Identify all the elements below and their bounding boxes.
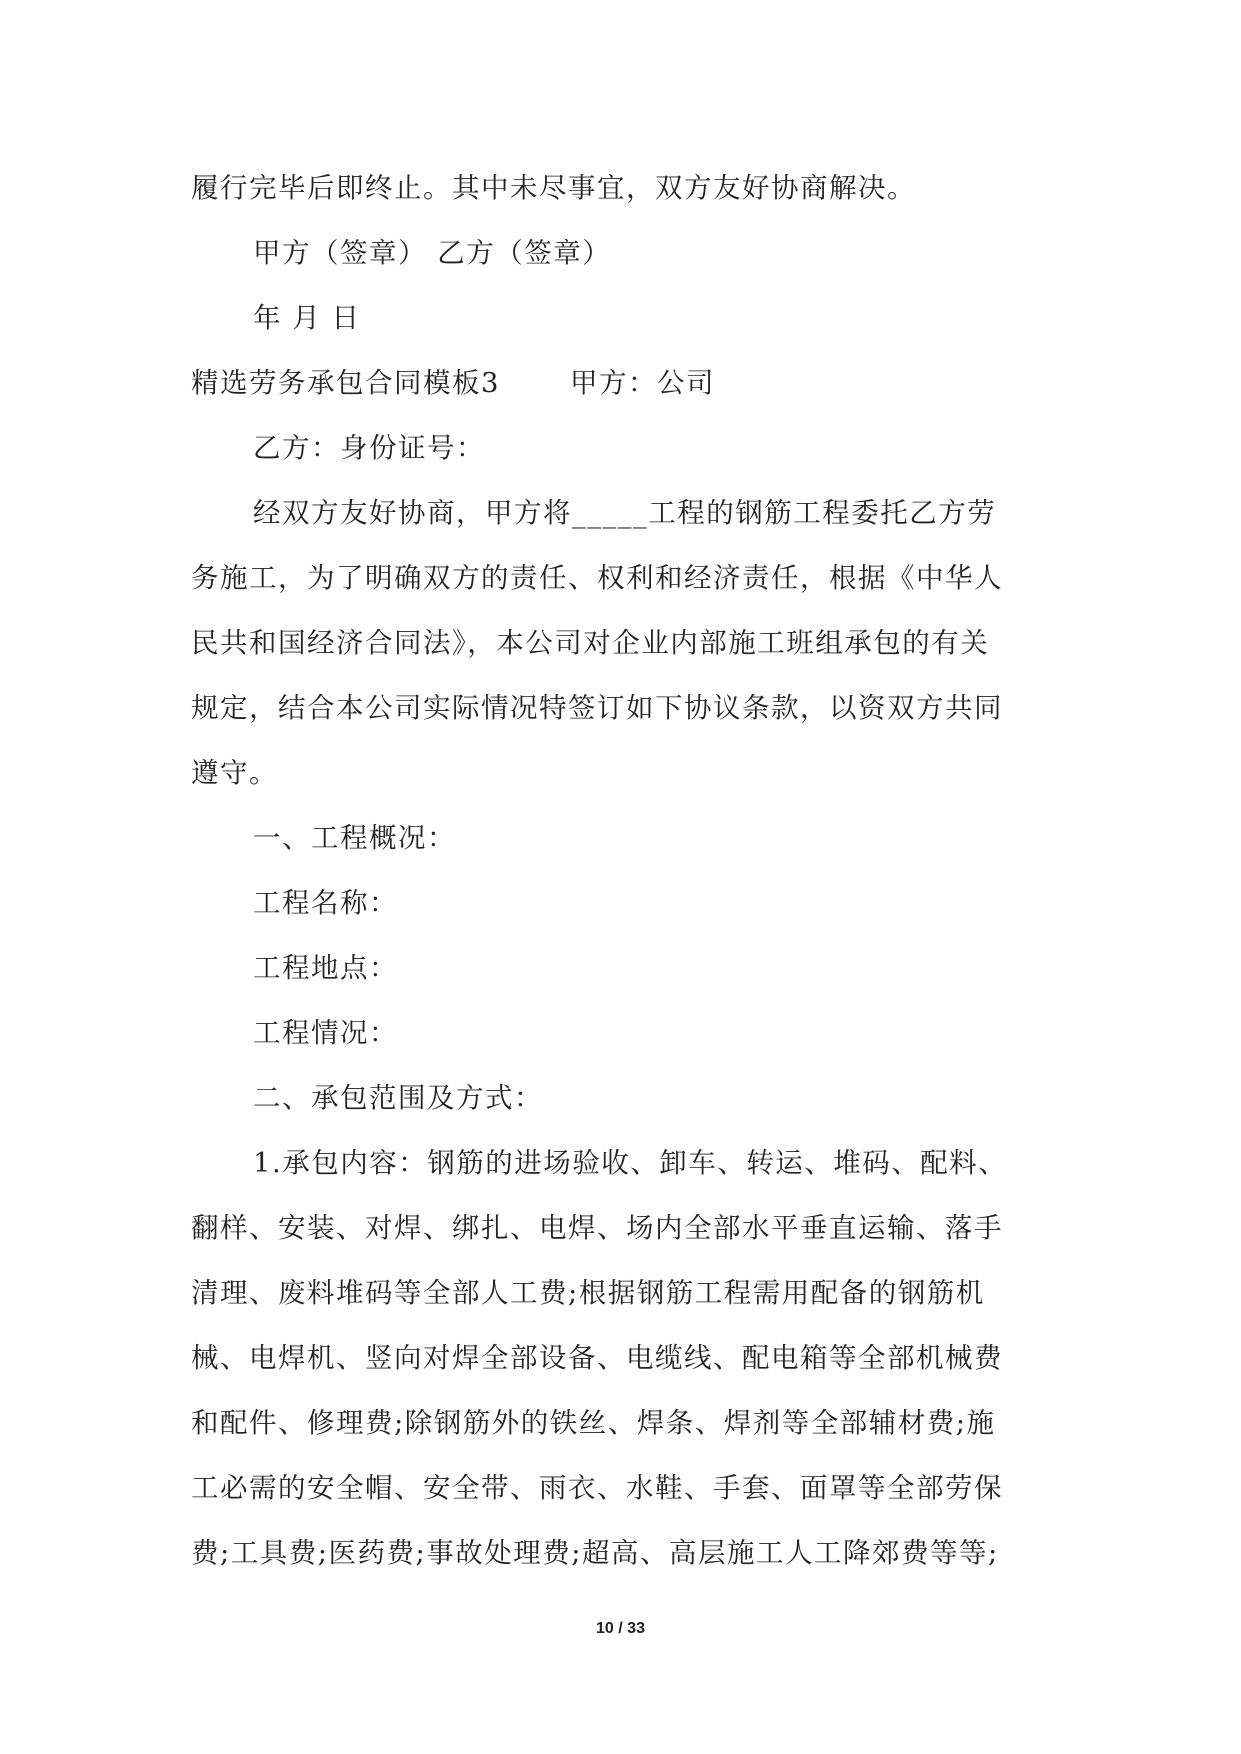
- field-line: 工程名称：: [253, 887, 398, 919]
- field-line: 工程情况：: [253, 1017, 398, 1049]
- page-number: 10 / 33: [596, 1620, 645, 1637]
- paragraph-line: 经双方友好协商，甲方将_____工程的钢筋工程委托乙方劳: [253, 497, 997, 529]
- paragraph-line: 和配件、修理费;除钢筋外的铁丝、焊条、焊剂等全部辅材费;施: [191, 1407, 996, 1439]
- paragraph-line: 清理、废料堆码等全部人工费;根据钢筋工程需用配备的钢筋机: [191, 1277, 985, 1309]
- party-a-label: 甲方：公司: [570, 367, 715, 399]
- paragraph-line: 1.承包内容：钢筋的进场验收、卸车、转运、堆码、配料、: [253, 1147, 1008, 1179]
- date-line: 年 月 日: [253, 302, 361, 334]
- document-body: [191, 156, 1061, 1586]
- paragraph-line: 工必需的安全帽、安全带、雨衣、水鞋、手套、面罩等全部劳保: [191, 1472, 1003, 1504]
- party-b-line: 乙方：身份证号：: [253, 432, 485, 464]
- paragraph-line: 务施工，为了明确双方的责任、权利和经济责任，根据《中华人: [191, 562, 1003, 594]
- section-heading: 二、承包范围及方式：: [253, 1082, 543, 1114]
- title-spacer: [500, 351, 570, 416]
- paragraph-line: 民共和国经济合同法》，本公司对企业内部施工班组承包的有关: [191, 627, 990, 659]
- section-heading: 一、工程概况：: [253, 822, 456, 854]
- paragraph-line: 履行完毕后即终止。其中未尽事宜，双方友好协商解决。: [191, 172, 916, 204]
- paragraph-line: 械、电焊机、竖向对焊全部设备、电缆线、配电箱等全部机械费: [191, 1342, 1003, 1374]
- contract-title: 精选劳务承包合同模板3: [191, 367, 500, 399]
- contract-title-row: [191, 351, 1061, 416]
- field-line: 工程地点：: [253, 952, 398, 984]
- signature-line: 甲方（签章） 乙方（签章）: [253, 237, 612, 269]
- paragraph-line: 翻样、安装、对焊、绑扎、电焊、场内全部水平垂直运输、落手: [191, 1212, 1003, 1244]
- paragraph-line: 规定，结合本公司实际情况特签订如下协议条款，以资双方共同: [191, 692, 1003, 724]
- paragraph-line: 费;工具费;医药费;事故处理费;超高、高层施工人工降郊费等等;: [191, 1537, 999, 1569]
- paragraph-line: 遵守。: [191, 757, 278, 789]
